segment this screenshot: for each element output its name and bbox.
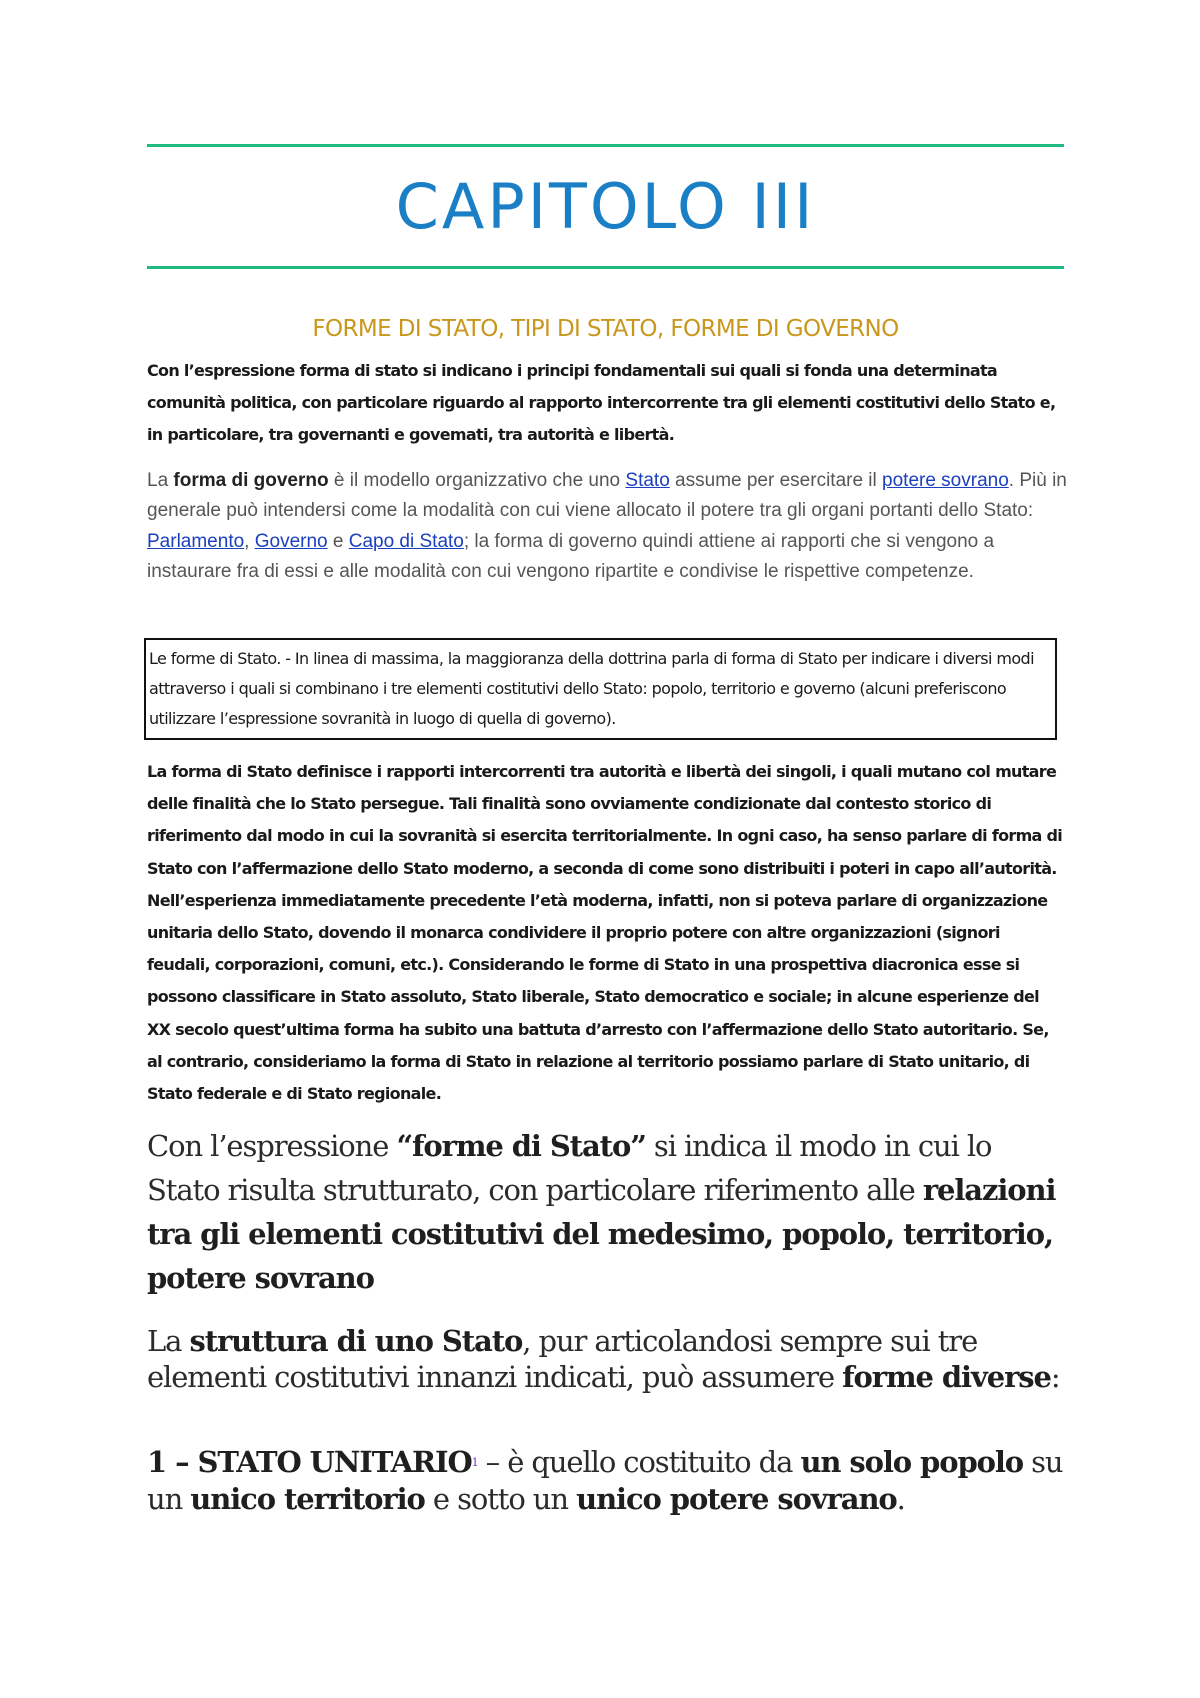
- text-run: è il modello organizzativo che uno: [328, 470, 626, 491]
- link-stato[interactable]: Stato: [625, 470, 670, 491]
- paragraph-stato-unitario: [147, 1444, 1067, 1517]
- text-run: e: [327, 530, 349, 552]
- bold-term: forma di governo: [173, 470, 329, 491]
- paragraph-rapporti-autorita-liberta: La forma di Stato definisce i rapporti intercorrenti tra autorità e libertà dei singoli, i quali mutano col mutare delle finalità che lo Stato persegue. Tali finalità sono ovviamente condizionate dal contesto storico di riferimento dal modo in cui la sovranità si esercita territorialmente. In ogni caso, ha senso parlare di forma di Stato con l’affermazione dello Stato moderno, a seconda di come sono distribuiti i poteri in capo all’autorità. Nell’esperienza immediatamente precedente l’età moderna, infatti, non si poteva parlare di organizzazione unitaria dello Stato, dovendo il monarca condividere il proprio potere con altre organizzazioni (signori feudali, corporazioni, comuni, etc.). Considerando le forme di Stato in una prospettiva diacronica esse si possono classificare in Stato assoluto, Stato liberale, Stato democratico e sociale; in alcune esperienze del XX secolo quest’ultima forma ha subito una battuta d’arresto con l’affermazione dello Stato autoritario. Se, al contrario, consideriamo la forma di Stato in relazione al territorio possiamo parlare di Stato unitario, di Stato federale e di Stato regionale.: [147, 762, 1063, 1104]
- section-heading: FORME DI STATO, TIPI DI STATO, FORME DI GOVERNO: [312, 316, 899, 342]
- bold-term: un solo popolo: [800, 1445, 1024, 1479]
- text-run: .: [896, 1482, 905, 1516]
- bold-term: “forme di Stato”: [396, 1129, 646, 1163]
- text-run: La: [147, 1324, 190, 1358]
- bold-term: relazioni tra gli elementi costitutivi del medesimo, popolo, territorio, potere sovrano: [147, 1173, 1056, 1295]
- paragraph-struttura-di-uno-stato: [147, 1323, 1067, 1395]
- boxed-note-forme-di-stato: Le forme di Stato. - In linea di massima, la maggioranza della dottrina parla di forma di Stato per indicare i diversi modi attraverso i quali si combinano i tre elementi costitutivi dello Stato: popolo, territorio e governo (alcuni preferiscono utilizzare l’espressione sovranità in luogo di quella di governo).: [144, 638, 1057, 740]
- chapter-title: CAPITOLO III: [395, 170, 816, 243]
- bold-term: unico territorio: [190, 1482, 425, 1516]
- text-run: Con l’espressione: [147, 1129, 397, 1163]
- link-governo[interactable]: Governo: [254, 530, 328, 552]
- paragraph-forma-di-governo: [147, 466, 1067, 588]
- paragraph-forma-di-stato: Con l’espressione forma di stato si indicano i principi fondamentali sui quali si fonda una determinata comunità politica, con particolare riguardo al rapporto intercorrente tra gli elementi costitutivi dello Stato e, in particolare, tra governanti e govemati, tra autorità e libertà.: [147, 361, 1056, 444]
- link-parlamento[interactable]: Parlamento: [147, 530, 245, 552]
- link-capo-di-stato[interactable]: Capo di Stato: [348, 530, 464, 552]
- text-run: :: [1050, 1360, 1060, 1394]
- text-run: ; la forma di governo quindi attiene ai rapporti che si vengono a instaurare fra di essi e alle modalità con cui vengono ripartite e condivise le rispettive competenze.: [147, 530, 995, 583]
- bold-term: unico potere sovrano: [576, 1482, 897, 1516]
- text-run: si indica il modo in cui lo Stato risulta strutturato, con particolare riferimento alle: [147, 1129, 992, 1207]
- text-run: e sotto un: [424, 1482, 577, 1516]
- bold-term: struttura di uno Stato: [189, 1324, 523, 1358]
- text-run: . Più in generale può intendersi come la modalità con cui viene allocato il potere tra gli organi portanti dello Stato:: [147, 470, 1067, 522]
- text-run: , pur articolandosi sempre sui tre elementi costitutivi innanzi indicati, può assumere: [147, 1324, 978, 1394]
- footnote-marker[interactable]: 1: [471, 1456, 478, 1469]
- bottom-divider: [147, 266, 1064, 269]
- link-potere-sovrano[interactable]: potere sovrano: [882, 470, 1009, 491]
- text-run: ,: [244, 530, 255, 552]
- text-run: assume per esercitare il: [669, 470, 883, 491]
- text-run: su un: [147, 1445, 1063, 1516]
- text-run: La: [147, 470, 174, 491]
- text-run: – è quello costituito da: [477, 1445, 801, 1479]
- bold-term: forme diverse: [842, 1360, 1051, 1394]
- top-divider: [147, 144, 1064, 147]
- paragraph-espressione-forme-di-stato: [147, 1124, 1067, 1300]
- bold-term: 1 – STATO UNITARIO: [147, 1445, 472, 1479]
